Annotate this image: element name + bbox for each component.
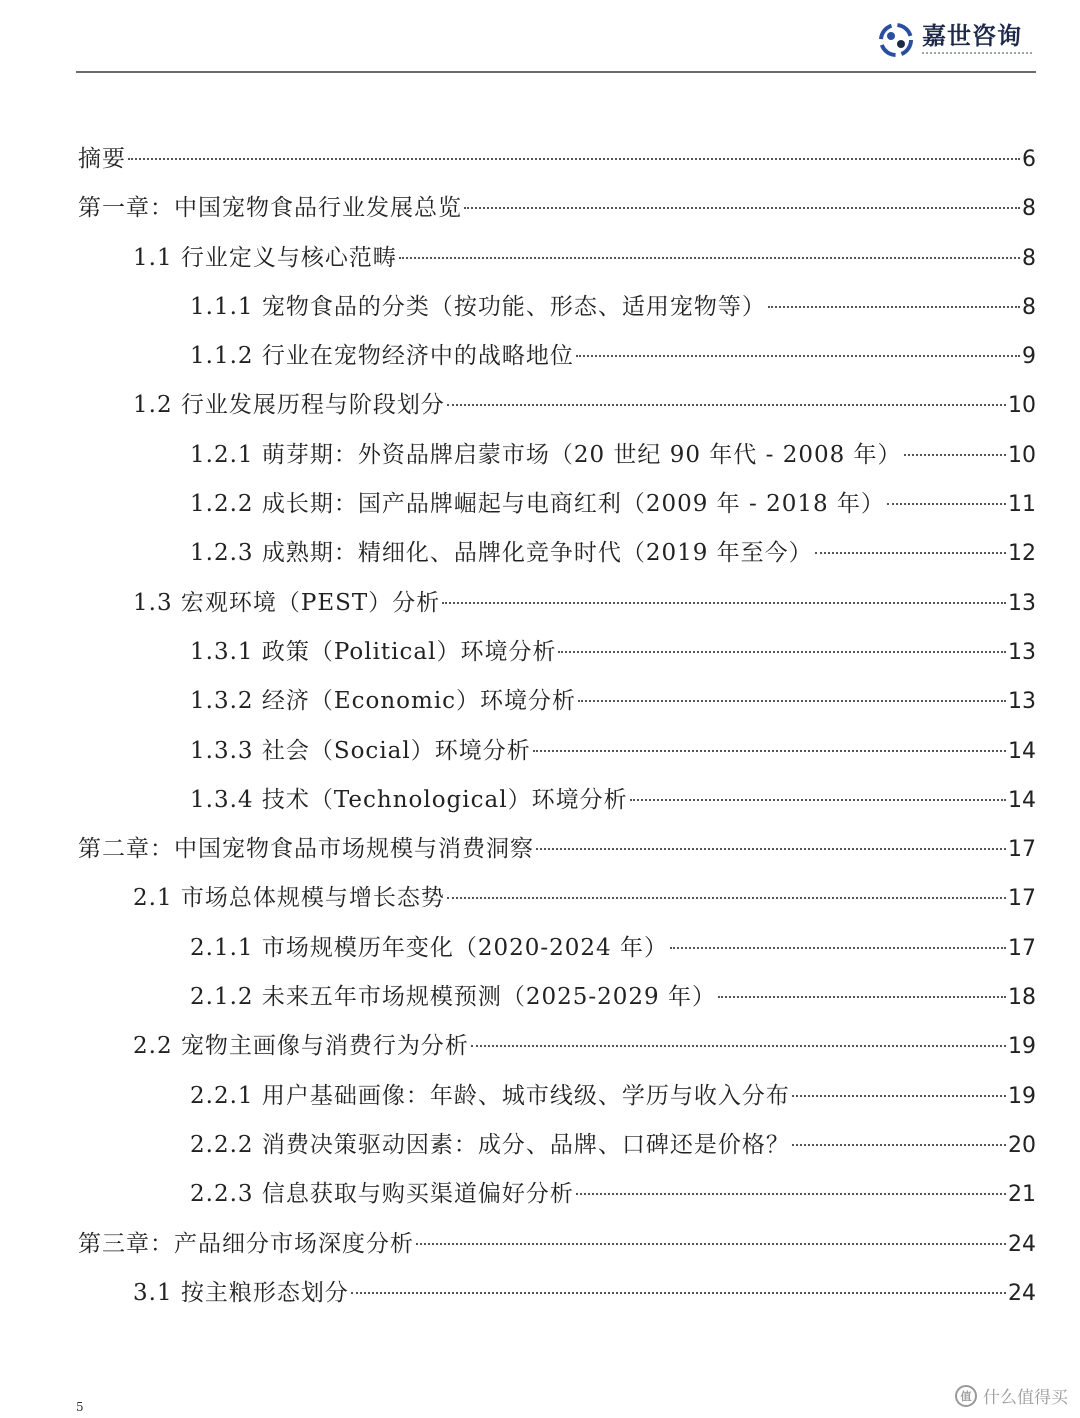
toc-entry-page: 24 <box>1008 1231 1036 1257</box>
table-of-contents <box>0 135 1080 1318</box>
toc-dot-leader <box>351 1292 1006 1294</box>
company-logo-icon <box>878 22 914 58</box>
toc-dot-leader <box>576 1193 1006 1195</box>
toc-entry-page: 10 <box>1008 442 1036 468</box>
watermark <box>955 1383 1068 1408</box>
toc-entry[interactable] <box>0 1220 1080 1269</box>
toc-entry-title: 1.3.4 技术（Technological）环境分析 <box>190 786 628 813</box>
toc-entry[interactable] <box>0 480 1080 529</box>
toc-entry-title: 2.1.2 未来五年市场规模预测（2025-2029 年） <box>190 984 716 1011</box>
toc-dot-leader <box>558 651 1006 653</box>
toc-entry-title: 1.3.3 社会（Social）环境分析 <box>190 737 531 764</box>
toc-entry-page: 8 <box>1022 294 1036 320</box>
toc-entry[interactable] <box>0 1072 1080 1121</box>
toc-dot-leader <box>399 257 1020 259</box>
toc-entry-page: 18 <box>1008 985 1036 1011</box>
toc-dot-leader <box>471 1045 1006 1047</box>
toc-dot-leader <box>416 1243 1006 1245</box>
toc-entry-title: 2.1 市场总体规模与增长态势 <box>133 885 445 912</box>
toc-dot-leader <box>447 897 1006 899</box>
toc-entry-page: 12 <box>1008 541 1036 567</box>
toc-entry-title: 1.2.2 成长期：国产品牌崛起与电商红利（2009 年 - 2018 年） <box>190 491 885 518</box>
toc-entry[interactable] <box>0 381 1080 430</box>
toc-entry[interactable] <box>0 924 1080 973</box>
toc-entry-page: 6 <box>1022 147 1036 172</box>
toc-dot-leader <box>536 848 1006 850</box>
toc-entry[interactable] <box>0 727 1080 776</box>
toc-entry-title: 1.1.1 宠物食品的分类（按功能、形态、适用宠物等） <box>190 293 766 320</box>
company-logo <box>878 18 1032 62</box>
toc-entry-title: 1.2 行业发展历程与阶段划分 <box>133 392 445 419</box>
toc-entry-title: 2.1.1 市场规模历年变化（2020-2024 年） <box>190 934 668 961</box>
toc-entry-page: 10 <box>1008 393 1036 419</box>
toc-dot-leader <box>464 207 1020 209</box>
header-divider <box>76 71 1036 73</box>
toc-dot-leader <box>442 602 1006 604</box>
page-header <box>0 0 1080 74</box>
logo-subtitle-line <box>922 52 1032 58</box>
toc-entry-title: 1.2.3 成熟期：精细化、品牌化竞争时代（2019 年至今） <box>190 540 813 567</box>
toc-entry-page: 17 <box>1008 886 1036 912</box>
toc-dot-leader <box>718 996 1006 998</box>
toc-entry-page: 21 <box>1008 1182 1036 1208</box>
toc-entry-page: 20 <box>1008 1132 1036 1158</box>
toc-entry-page: 24 <box>1008 1280 1036 1306</box>
toc-entry-page: 14 <box>1008 738 1036 764</box>
toc-dot-leader <box>533 750 1006 752</box>
toc-entry[interactable] <box>0 874 1080 923</box>
toc-entry[interactable] <box>0 973 1080 1022</box>
toc-entry-title: 第三章：产品细分市场深度分析 <box>78 1230 414 1257</box>
toc-entry[interactable] <box>0 529 1080 578</box>
watermark-text: 什么值得买 <box>983 1388 1068 1408</box>
toc-dot-leader <box>578 700 1006 702</box>
toc-entry-title: 摘要 <box>78 146 126 172</box>
toc-dot-leader <box>576 355 1020 357</box>
toc-dot-leader <box>447 404 1006 406</box>
toc-entry-title: 2.2.3 信息获取与购买渠道偏好分析 <box>190 1181 574 1208</box>
toc-entry[interactable] <box>0 234 1080 283</box>
toc-entry[interactable] <box>0 431 1080 480</box>
toc-dot-leader <box>792 1095 1006 1097</box>
toc-entry-title: 3.1 按主粮形态划分 <box>133 1279 349 1306</box>
toc-dot-leader <box>887 503 1006 505</box>
toc-entry[interactable] <box>0 1269 1080 1318</box>
toc-entry-page: 13 <box>1008 689 1036 715</box>
toc-entry[interactable] <box>0 184 1080 233</box>
toc-entry-page: 17 <box>1008 837 1036 863</box>
toc-entry[interactable] <box>0 283 1080 332</box>
toc-entry[interactable] <box>0 825 1080 874</box>
toc-entry[interactable] <box>0 579 1080 628</box>
toc-entry[interactable] <box>0 1121 1080 1170</box>
toc-entry-page: 11 <box>1008 492 1036 518</box>
logo-text: 嘉世咨询 <box>922 22 1022 50</box>
toc-entry[interactable] <box>0 135 1080 184</box>
toc-entry[interactable] <box>0 1022 1080 1071</box>
toc-entry-page: 9 <box>1022 344 1036 370</box>
toc-entry[interactable] <box>0 332 1080 381</box>
watermark-icon: 值 <box>955 1385 977 1407</box>
toc-entry-title: 1.3 宏观环境（PEST）分析 <box>133 589 441 616</box>
toc-entry-title: 1.1 行业定义与核心范畴 <box>133 244 397 271</box>
toc-entry-title: 第一章：中国宠物食品行业发展总览 <box>78 195 462 222</box>
toc-dot-leader <box>630 799 1006 801</box>
toc-dot-leader <box>792 1144 1006 1146</box>
toc-entry-page: 13 <box>1008 639 1036 665</box>
toc-entry[interactable] <box>0 776 1080 825</box>
toc-entry-title: 1.2.1 萌芽期：外资品牌启蒙市场（20 世纪 90 年代 - 2008 年） <box>190 441 902 468</box>
toc-entry-title: 2.2 宠物主画像与消费行为分析 <box>133 1033 469 1060</box>
toc-entry-page: 13 <box>1008 590 1036 616</box>
toc-dot-leader <box>768 306 1020 308</box>
toc-dot-leader <box>128 158 1020 160</box>
toc-entry-title: 1.1.2 行业在宠物经济中的战略地位 <box>190 343 574 370</box>
toc-dot-leader <box>904 454 1006 456</box>
toc-entry-title: 1.3.2 经济（Economic）环境分析 <box>190 688 577 715</box>
toc-entry-title: 1.3.1 政策（Political）环境分析 <box>190 638 557 665</box>
toc-entry-page: 17 <box>1008 935 1036 961</box>
toc-entry[interactable] <box>0 1170 1080 1219</box>
toc-entry-page: 14 <box>1008 787 1036 813</box>
toc-entry[interactable] <box>0 628 1080 677</box>
toc-entry-page: 8 <box>1022 245 1036 271</box>
toc-entry-page: 19 <box>1008 1083 1036 1109</box>
page-number: 5 <box>76 1400 84 1414</box>
toc-entry-title: 2.2.1 用户基础画像：年龄、城市线级、学历与收入分布 <box>190 1082 790 1109</box>
toc-entry-title: 2.2.2 消费决策驱动因素：成分、品牌、口碑还是价格？ <box>190 1131 790 1158</box>
toc-entry[interactable] <box>0 677 1080 726</box>
toc-entry-page: 8 <box>1022 196 1036 222</box>
toc-entry-title: 第二章：中国宠物食品市场规模与消费洞察 <box>78 836 534 863</box>
toc-dot-leader <box>815 552 1006 554</box>
toc-dot-leader <box>670 947 1006 949</box>
toc-entry-page: 19 <box>1008 1034 1036 1060</box>
